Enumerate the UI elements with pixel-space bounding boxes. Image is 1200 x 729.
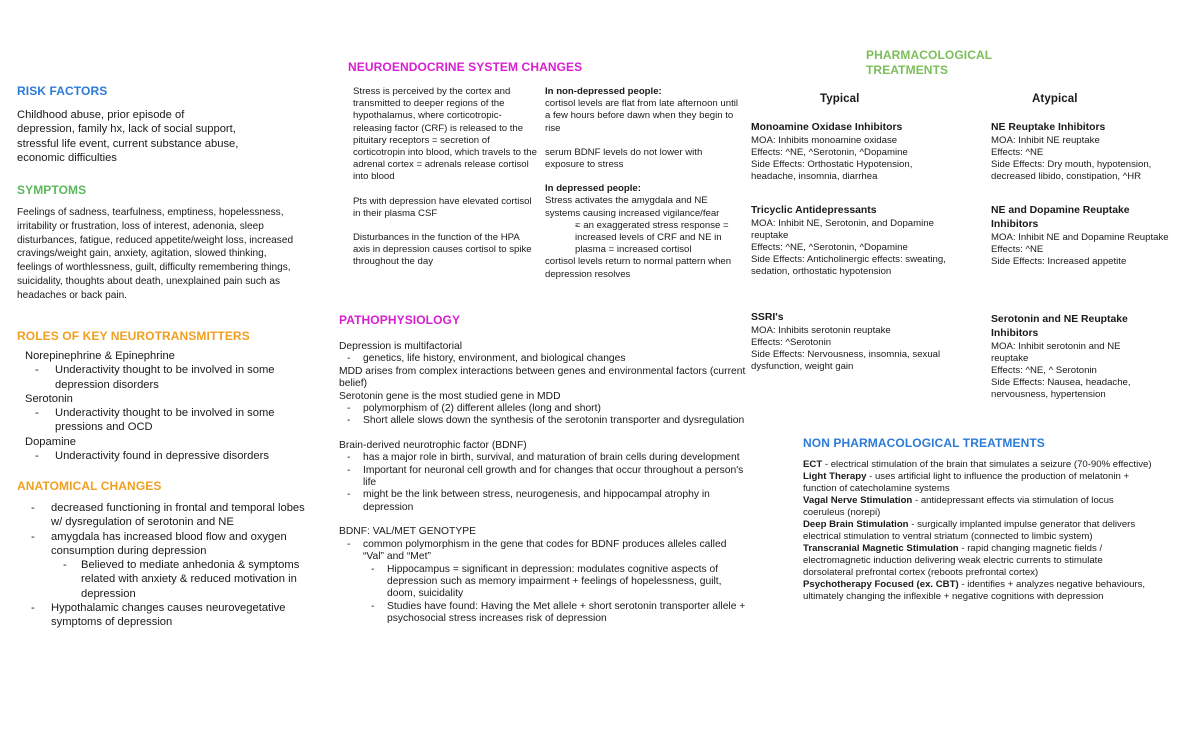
- risk-factors-text: Childhood abuse, prior episode of depression, family hx, lack of social support, stressful life event, current substance abuse, economic difficulties: [17, 109, 239, 164]
- neuro-nondepressed-bdnf: serum BDNF levels do not lower with exposure to stress: [545, 146, 703, 171]
- symptoms-text: Feelings of sadness, tearfulness, emptiness, hopelessness, irritability or frustration, loss of interest, adenonia, sleep disturbances, fatigue, reduced appetite/weight loss, increased cravings/weight gain, anxiety, agitation, slowed thinking, feelings of worthlessness, guilt, difficulty remembering things, suicidality, thoughts about death, unexplained pain such as headaches or back pain.: [17, 207, 294, 301]
- role-norepinephrine-note: - Underactivity thought to be involved in some depression disorders: [17, 363, 317, 392]
- patho-mdd: MDD arises from complex interactions between genes and environmental factors (current belief): [339, 365, 746, 390]
- role-serotonin: Serotonin: [25, 392, 73, 405]
- non-pharmacological-title: NON PHARMACOLOGICAL TREATMENTS: [803, 436, 1045, 450]
- snri-details: MOA: Inhibit serotonin and NE reuptake Effects: ^NE, ^ Serotonin Side Effects: Nausea, headache, nervousness, hypertension: [991, 341, 1131, 400]
- anatomical-item: - decreased functioning in frontal and temporal lobes w/ dysregulation of serotonin and NE: [17, 501, 317, 530]
- patho-item: - has a major role in birth, survival, and maturation of brain cells during development: [339, 452, 749, 464]
- patho-serotonin-gene: Serotonin gene is the most studied gene in MDD: [339, 390, 561, 402]
- patho-item: - common polymorphism in the gene that codes for BDNF produces alleles called “Val” and “Met”: [339, 539, 749, 564]
- treatment-item: Deep Brain Stimulation - surgically implanted impulse generator that delivers electrical stimulation to ventral striatum (connected to limbic system): [803, 519, 1136, 542]
- non-pharmacological-section: [803, 436, 1153, 603]
- patho-genotype: BDNF: VAL/MET GENOTYPE: [339, 526, 476, 538]
- ssri-details: MOA: Inhibits serotonin reuptake Effects: ^Serotonin Side Effects: Nervousness, insomnia, sexual dysfunction, weight gain: [751, 325, 941, 372]
- role-dopamine: Dopamine: [25, 435, 76, 448]
- treatment-item: Transcranial Magnetic Stimulation - rapid changing magnetic fields / electromagnetic induction delivering weak electric currents to stimulate dorsolateral prefrontal cortex (reboots prefrontal cortex): [803, 543, 1103, 578]
- role-serotonin-note: - Underactivity thought to be involved in some pressions and OCD: [17, 406, 317, 435]
- ssri-heading: SSRI's: [751, 312, 784, 323]
- neuro-depressed-title: In depressed people:: [545, 183, 641, 195]
- atypical-header: Atypical: [1032, 93, 1078, 105]
- nri-details: MOA: Inhibit NE reuptake Effects: ^NE Side Effects: Dry mouth, hypotension, decreased libido, constipation, ^HR: [991, 135, 1152, 182]
- patho-subitem: - Studies have found: Having the Met allele + short serotonin transporter allele + psychosocial stress increases risk of depression: [339, 601, 749, 626]
- anatomical-section: [17, 479, 317, 630]
- risk-factors-title: RISK FACTORS: [17, 84, 108, 98]
- tca-heading: Tricyclic Antidepressants: [751, 205, 877, 216]
- neuro-depressed-bullet: - = an exaggerated stress response = increased levels of CRF and NE in plasma = increased cortisol: [545, 220, 743, 257]
- snri-heading: Serotonin and NE Reuptake Inhibitors: [991, 314, 1128, 339]
- symptoms-title: SYMPTOMS: [17, 183, 87, 197]
- anatomical-item: - amygdala has increased blood flow and oxygen consumption during depression: [17, 530, 317, 559]
- neuro-hpa-disturbance: Disturbances in the function of the HPA axis in depression causes cortisol to spike throughout the day: [353, 232, 532, 268]
- patho-item: - genetics, life history, environment, and biological changes: [339, 353, 749, 365]
- patho-item: - Short allele slows down the synthesis of the serotonin transporter and dysregulation: [339, 415, 749, 427]
- treatment-item: ECT - electrical stimulation of the brain that simulates a seizure (70-90% effective): [803, 459, 1152, 470]
- roles-title: ROLES OF KEY NEUROTRANSMITTERS: [17, 329, 250, 343]
- patho-bdnf: Brain-derived neurotrophic factor (BDNF): [339, 439, 527, 451]
- pharmacological-title-line2: TREATMENTS: [866, 63, 949, 77]
- pharmacological-title: [866, 48, 992, 78]
- patho-subitem: - Hippocampus = significant in depression: modulates cognitive aspects of depression such as memory impairment + feelings of hopelessness, guilt, doom, suicidality: [339, 564, 749, 601]
- pharmacological-section: [750, 48, 1195, 418]
- anatomical-title: ANATOMICAL CHANGES: [17, 479, 162, 493]
- anatomical-subitem: - Believed to mediate anhedonia & symptoms related with anxiety & reduced motivation in depression: [17, 558, 317, 601]
- neuro-nondepressed-title: In non-depressed people:: [545, 86, 662, 97]
- nri-heading: NE Reuptake Inhibitors: [991, 122, 1106, 133]
- neuroendocrine-section: [348, 60, 748, 300]
- treatment-item: Psychotherapy Focused (ex. CBT) - identifies + analyzes negative behaviours, ultimately changing the inflexible + negative cognitions with depression: [803, 579, 1146, 602]
- role-norepinephrine: Norepinephrine & Epinephrine: [25, 350, 175, 362]
- anatomical-item: - Hypothalamic changes causes neurovegetative symptoms of depression: [17, 601, 317, 630]
- pathophysiology-section: [339, 313, 749, 626]
- maoi-heading: Monoamine Oxidase Inhibitors: [751, 122, 903, 133]
- typical-header: Typical: [820, 93, 860, 105]
- neuroendocrine-title: NEUROENDOCRINE SYSTEM CHANGES: [348, 60, 583, 74]
- treatment-item: Light Therapy - uses artificial light to influence the production of melatonin + function of catecholamine systems: [803, 471, 1130, 494]
- patho-item: - might be the link between stress, neurogenesis, and hippocampal atrophy in depression: [339, 489, 749, 514]
- pathophysiology-title: PATHOPHYSIOLOGY: [339, 313, 461, 327]
- role-dopamine-note: - Underactivity found in depressive disorders: [17, 449, 317, 463]
- patho-item: - polymorphism of (2) different alleles (long and short): [339, 403, 749, 415]
- risk-factors-section: [17, 84, 242, 165]
- patho-multifactorial: Depression is multifactorial: [339, 341, 463, 352]
- neuro-stress-pathway: Stress is perceived by the cortex and transmitted to deeper regions of the hypothalamus, where corticotropic-releasing factor (CRF) is released to the pituitary receptors = secretion of corticotropin into blood, which travels to the adrenal cortex = adrenals release cortisol into blood: [353, 86, 537, 183]
- ndri-heading: NE and Dopamine Reuptake Inhibitors: [991, 205, 1130, 230]
- ndri-details: MOA: Inhibit NE and Dopamine Reuptake Effects: ^NE Side Effects: Increased appetite: [991, 232, 1169, 267]
- neuro-depressed-text: Stress activates the amygdala and NE systems causing increased vigilance/fear: [545, 195, 720, 219]
- treatment-item: Vagal Nerve Stimulation - antidepressant effects via stimulation of locus coeruleus (norepi): [803, 495, 1114, 518]
- neuro-nondepressed-text: cortisol levels are flat from late afternoon until a few hours before dawn when they begin to rise: [545, 98, 739, 134]
- tca-details: MOA: Inhibit NE, Serotonin, and Dopamine reuptake Effects: ^NE, ^Serotonin, ^Dopamine Side Effects: Anticholinergic effects: sweating, sedation, orthostatic hypotension: [751, 218, 946, 277]
- pharmacological-title-line1: PHARMACOLOGICAL: [866, 48, 993, 62]
- roles-section: [17, 329, 317, 463]
- neuro-elevated-cortisol: Pts with depression have elevated cortisol in their plasma CSF: [353, 195, 532, 219]
- patho-item: - Important for neuronal cell growth and for changes that occur throughout a person's life: [339, 465, 749, 490]
- maoi-details: MOA: Inhibits monoamine oxidase Effects: ^NE, ^Serotonin, ^Dopamine Side Effects: Orthostatic Hypotension, headache, insomnia, diarrhea: [751, 135, 913, 182]
- neuro-depressed-resolve: cortisol levels return to normal pattern when depression resolves: [545, 256, 732, 280]
- symptoms-section: [17, 183, 299, 303]
